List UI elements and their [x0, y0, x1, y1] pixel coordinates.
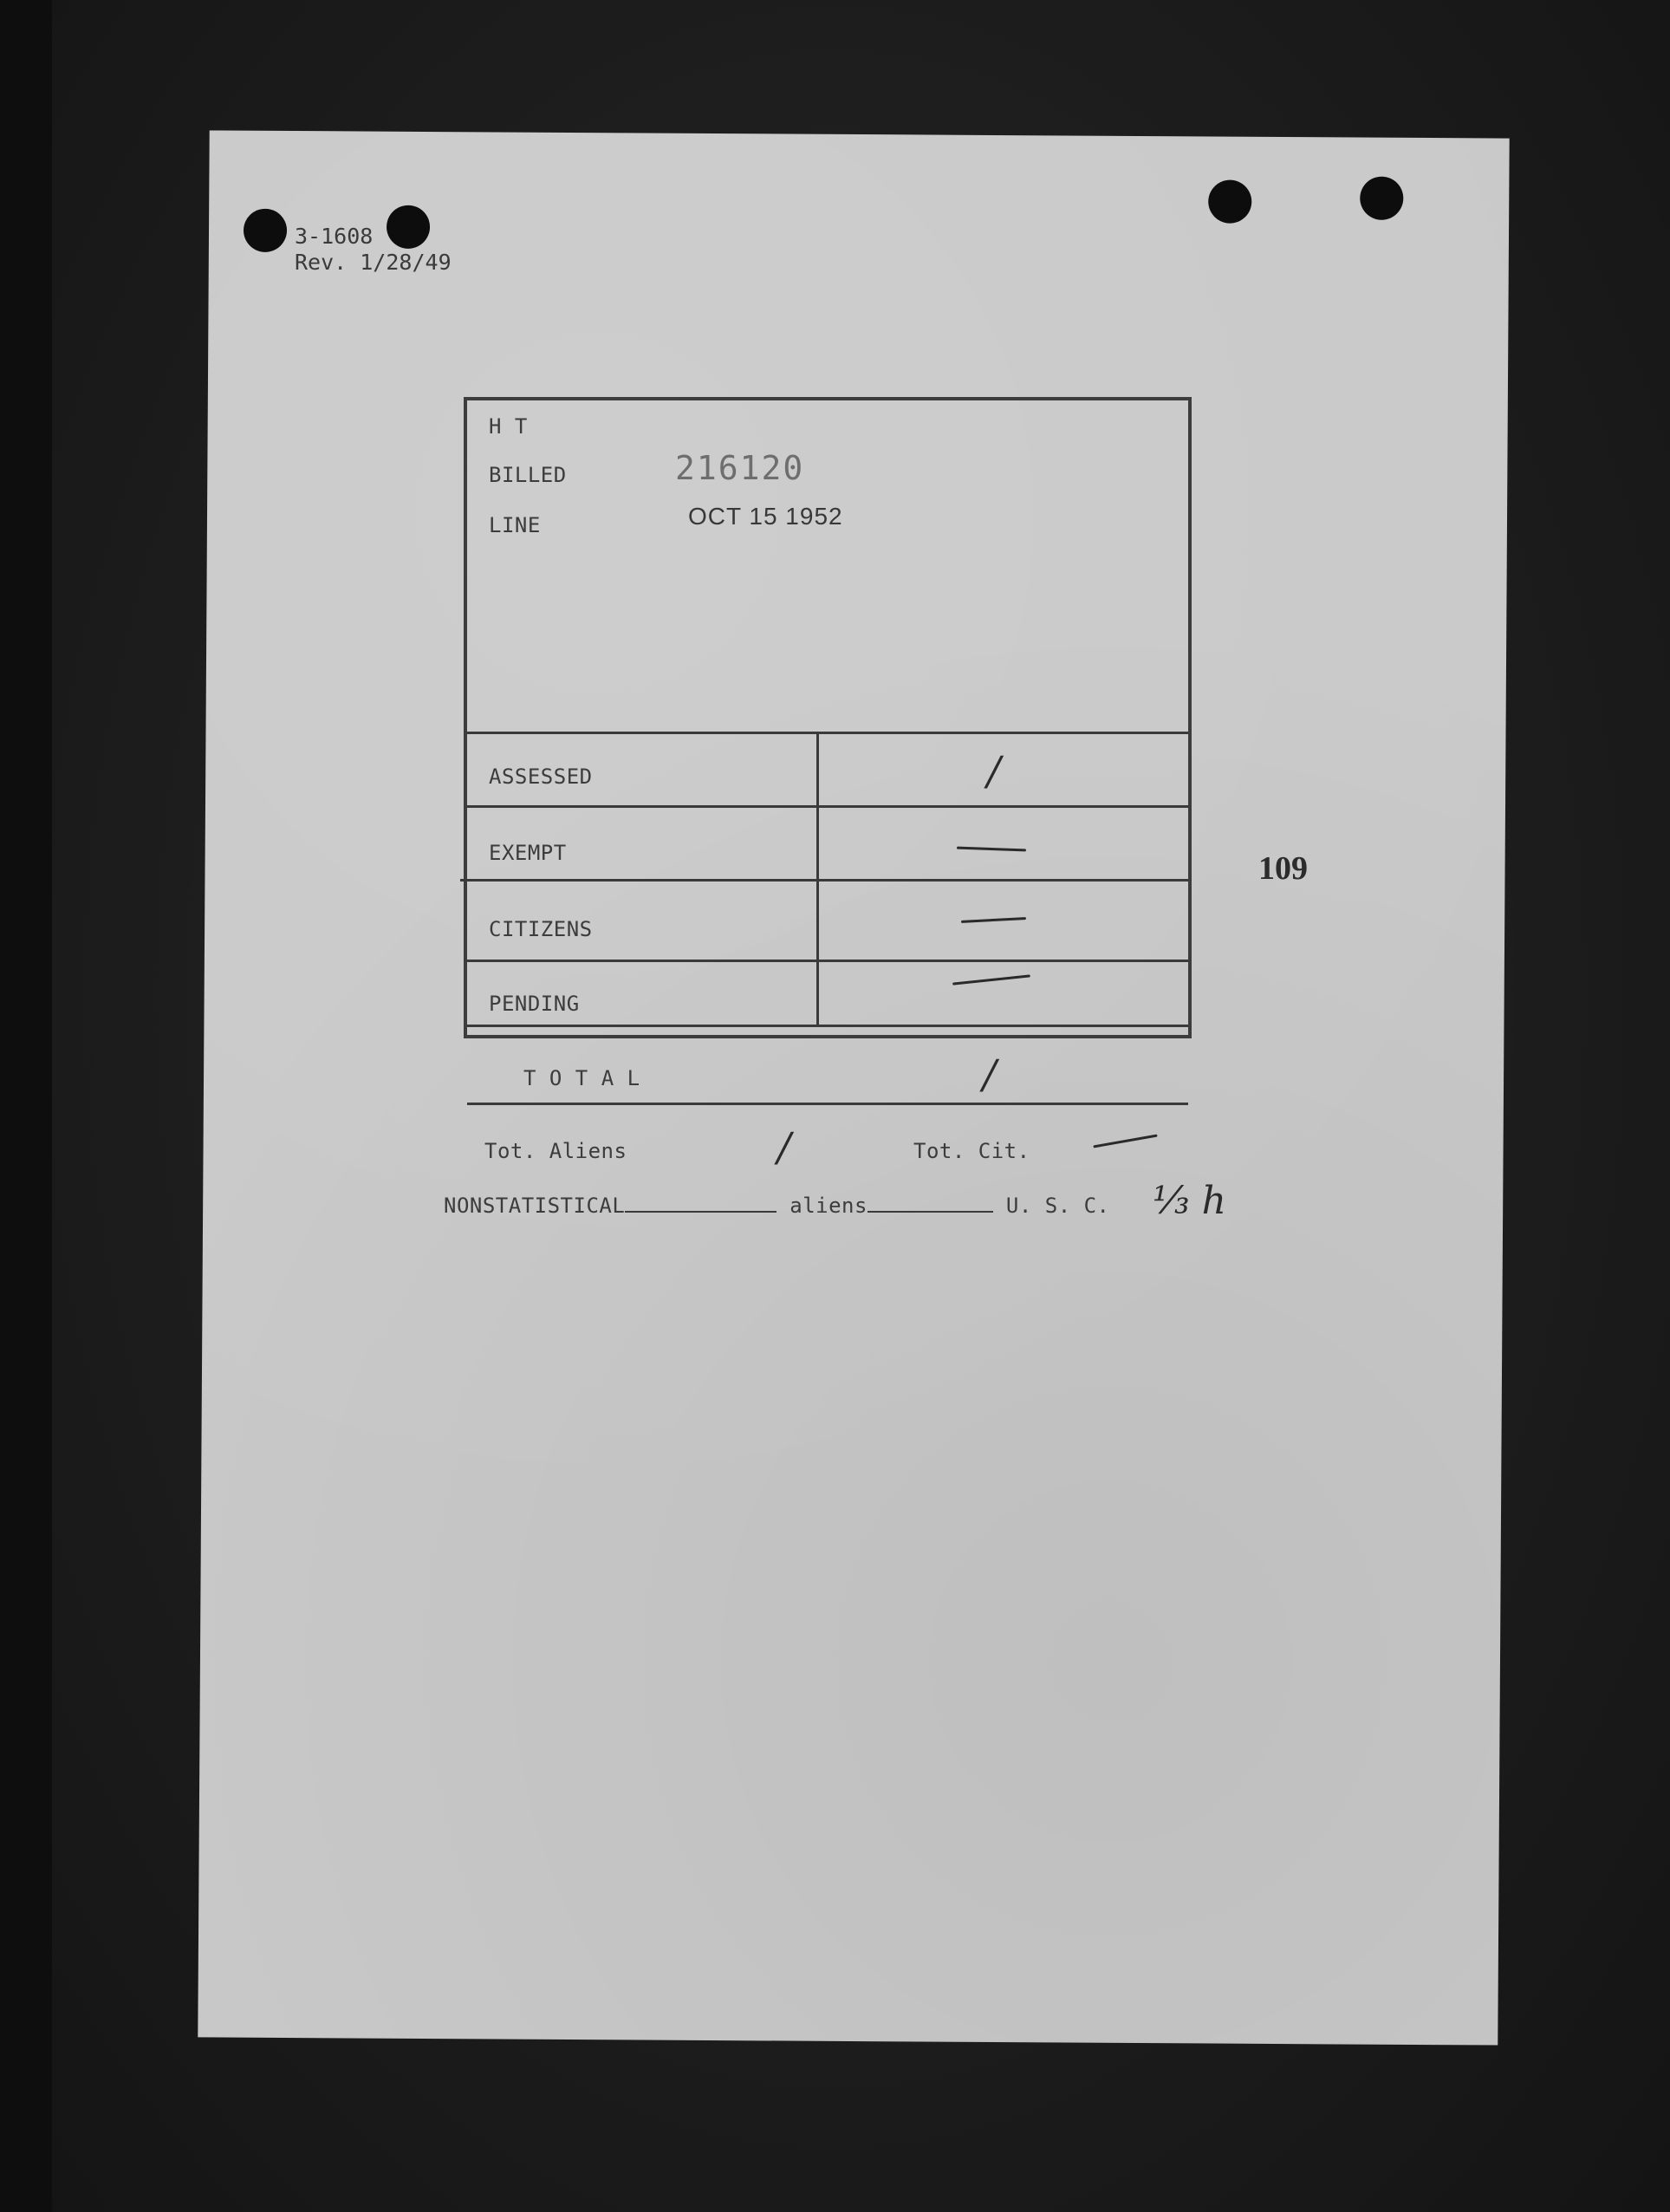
scan-edge: [0, 0, 52, 2212]
pending-value: [952, 974, 1030, 985]
rule: [467, 732, 1188, 734]
assessed-label: ASSESSED: [489, 764, 593, 789]
tot-aliens-label: Tot. Aliens: [484, 1139, 627, 1163]
line-label: LINE: [489, 513, 541, 537]
rule: [467, 1103, 1188, 1105]
form-revision: Rev. 1/28/49: [295, 250, 452, 275]
tot-aliens-value: /: [777, 1123, 791, 1170]
rule: [467, 1025, 1188, 1027]
rule: [460, 879, 1188, 882]
exempt-label: EXEMPT: [489, 841, 567, 865]
handwritten-initials: ⅓ h: [1153, 1179, 1226, 1223]
exempt-value: [957, 847, 1026, 852]
usc-label: U. S. C.: [1005, 1194, 1110, 1218]
blank-line: [625, 1192, 777, 1213]
punch-hole: [1208, 179, 1251, 223]
form-number: 3-1608: [295, 224, 374, 249]
page-number: 109: [1258, 850, 1308, 887]
pending-label: PENDING: [489, 992, 580, 1016]
tally-form-box: [464, 397, 1192, 1170]
billed-label: BILLED: [489, 463, 567, 487]
citizens-label: CITIZENS: [489, 917, 593, 941]
tot-cit-label: Tot. Cit.: [913, 1139, 1030, 1163]
punch-hole: [1360, 177, 1403, 220]
rule: [467, 805, 1188, 808]
total-label: T O T A L: [523, 1066, 640, 1090]
aliens-label: aliens: [790, 1194, 867, 1218]
billed-number-stamp: 216120: [675, 449, 805, 487]
column-divider: [816, 732, 819, 1026]
nonstatistical-line: [444, 1192, 1110, 1218]
assessed-value: /: [987, 747, 1001, 794]
ht-label: H T: [489, 414, 528, 439]
form-identifier: [295, 224, 452, 276]
punch-hole: [244, 209, 287, 252]
rule: [464, 960, 1188, 962]
nonstatistical-label: NONSTATISTICAL: [444, 1194, 626, 1218]
total-value: /: [983, 1051, 997, 1097]
line-date-stamp: OCT 15 1952: [688, 503, 843, 530]
citizens-value: [961, 917, 1026, 923]
blank-line: [867, 1192, 993, 1213]
